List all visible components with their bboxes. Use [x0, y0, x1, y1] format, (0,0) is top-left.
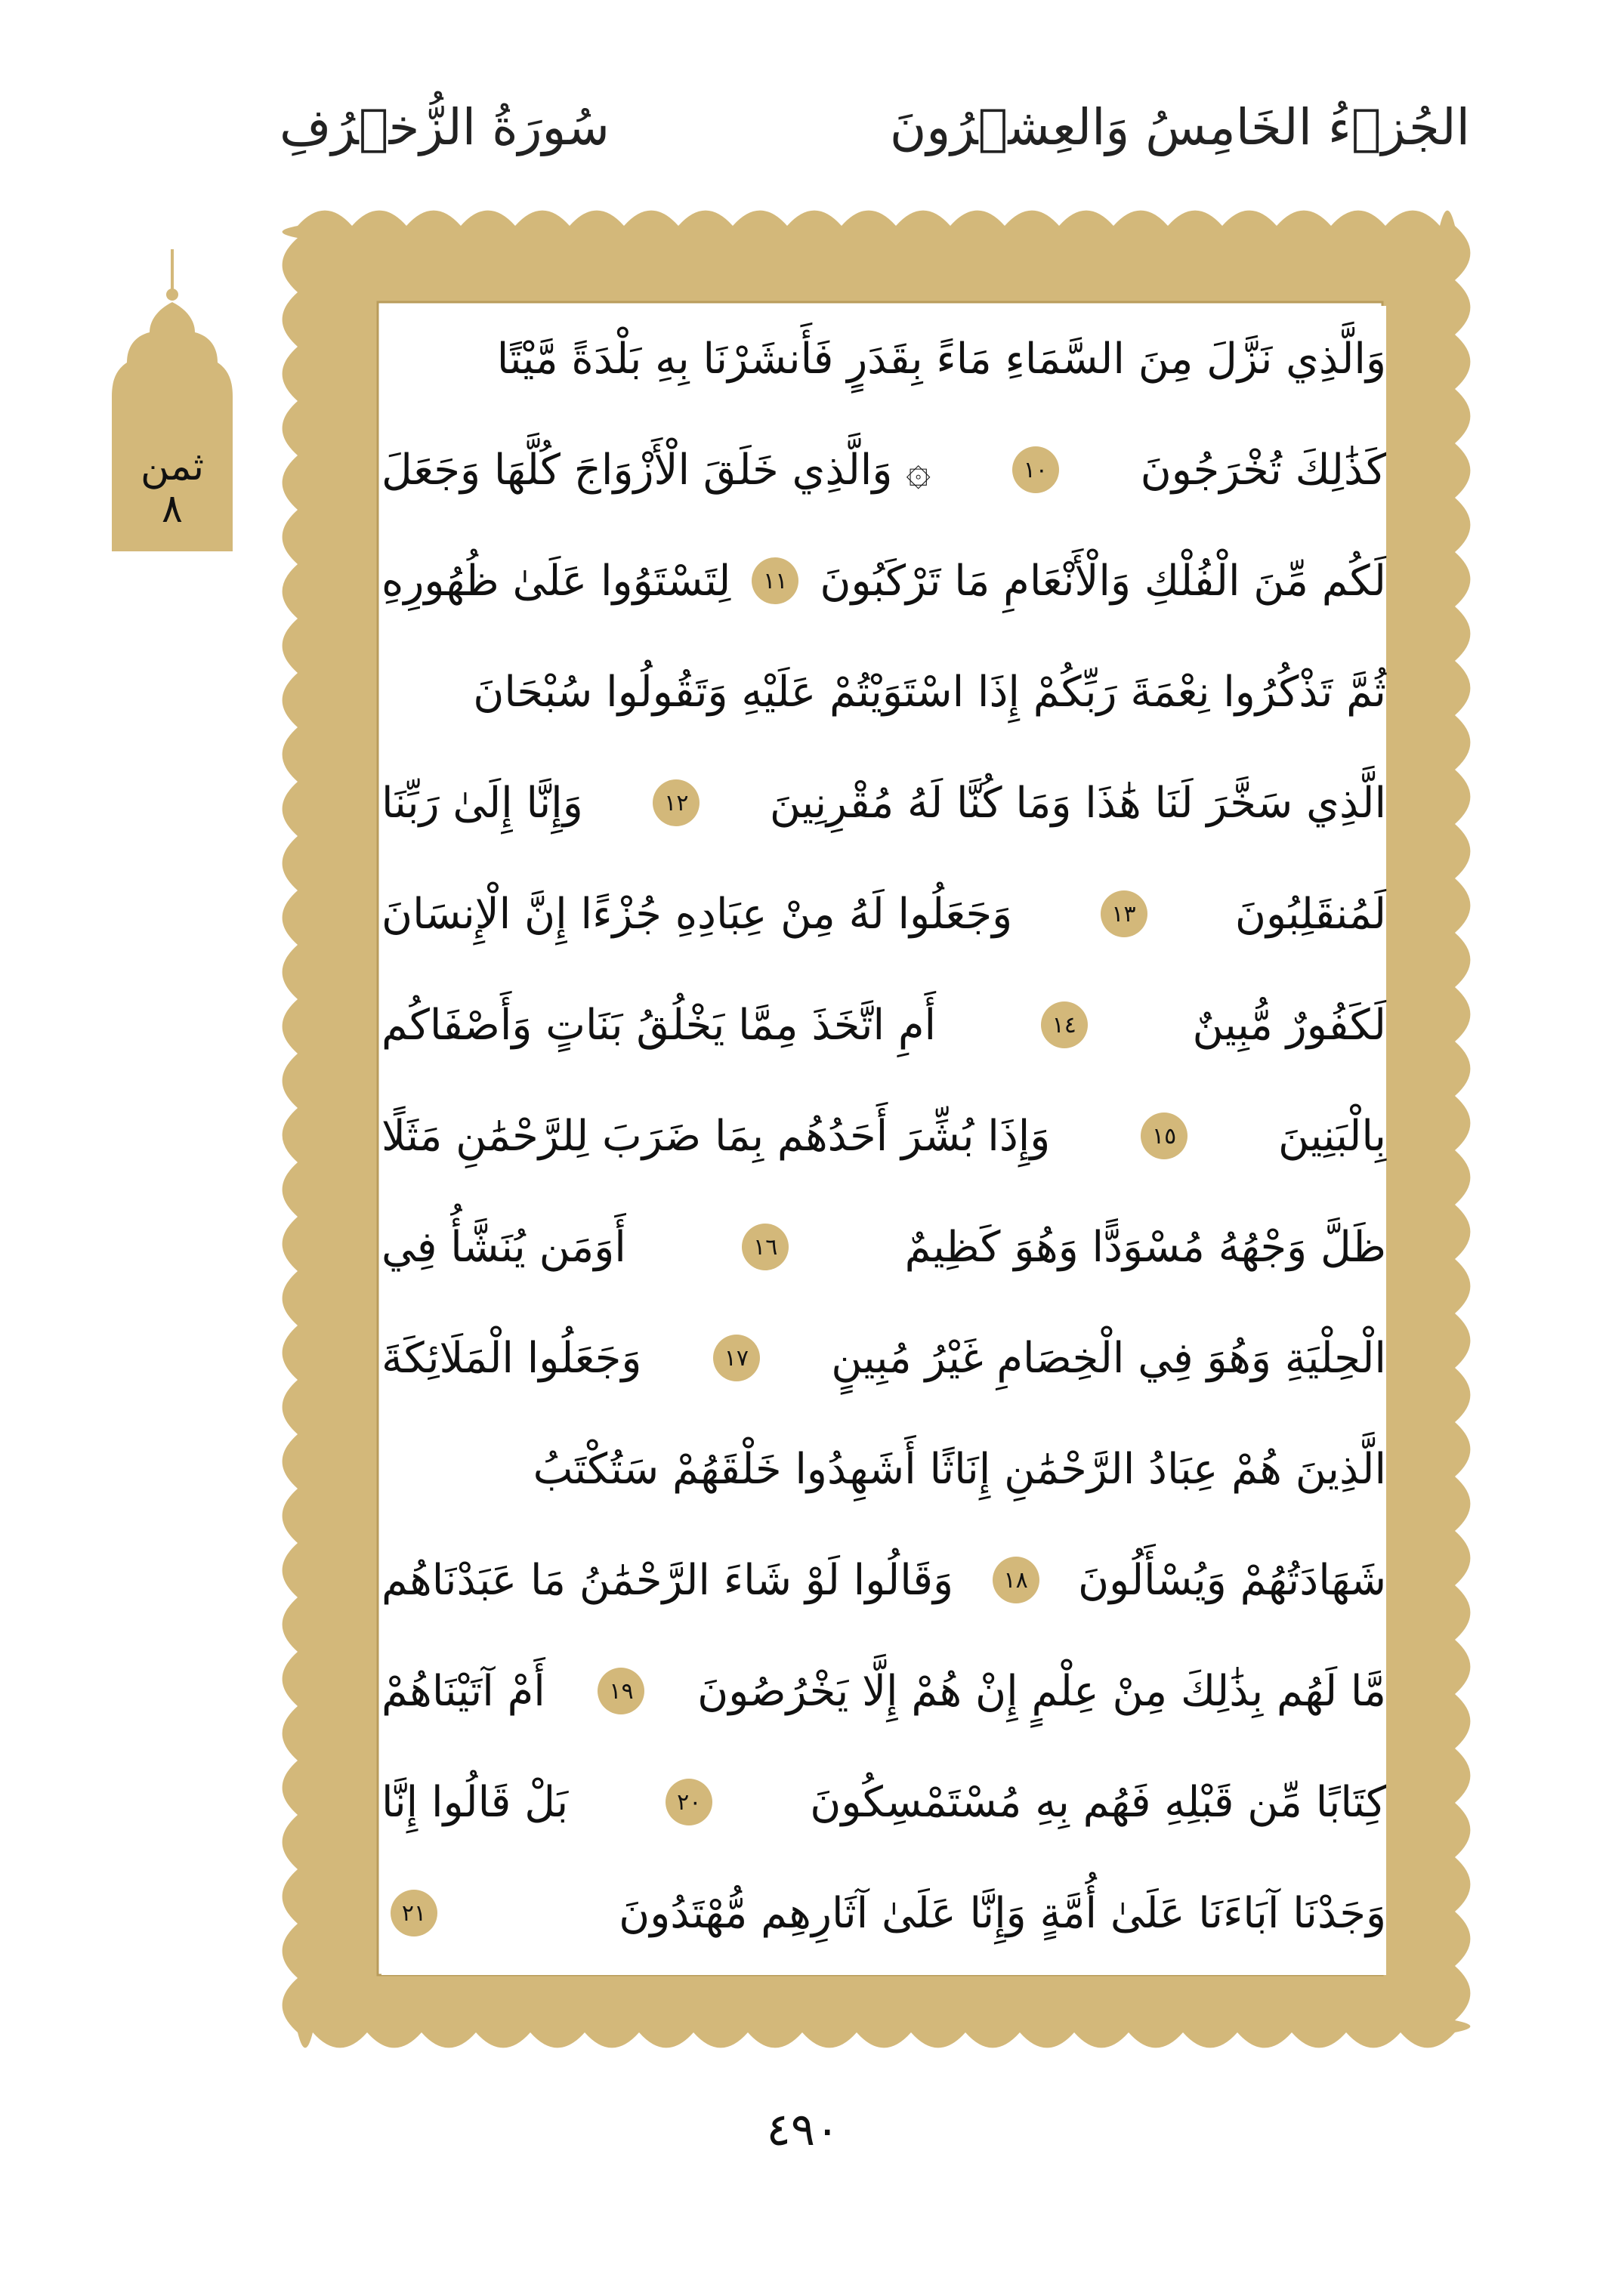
verse-text: لَمُنقَلِبُونَ [1234, 889, 1386, 939]
verse-number-marker: ١٧ [713, 1335, 760, 1381]
verse-number-marker: ١٦ [742, 1224, 789, 1270]
verse-number-marker: ١٣ [1101, 890, 1147, 937]
verse-number-marker: ١٩ [598, 1668, 644, 1714]
verse-number-marker: ١٨ [993, 1557, 1039, 1603]
line-content [381, 1001, 1386, 1050]
text-line [381, 1638, 1386, 1744]
text-line [381, 417, 1386, 523]
verse-text: أَمِ اتَّخَذَ مِمَّا يَخْلُقُ بَنَاتٍ وَأَصْفَاكُم [381, 1000, 937, 1050]
text-line [381, 1194, 1386, 1300]
text-line [381, 1527, 1386, 1633]
verse-text: الْحِلْيَةِ وَهُوَ فِي الْخِصَامِ غَيْرُ مُبِينٍ [831, 1333, 1386, 1383]
line-content [381, 1112, 1386, 1161]
verse-text: كَذَٰلِكَ تُخْرَجُونَ [1140, 445, 1386, 495]
text-line [381, 528, 1386, 634]
verse-number-marker: ١٥ [1141, 1113, 1188, 1159]
verse-text: وَجَعَلُوا لَهُ مِنْ عِبَادِهِ جُزْءًا إِنَّ الْإِنسَانَ [381, 889, 1013, 939]
verse-text: أَوَمَن يُنَشَّأُ فِي [381, 1222, 626, 1272]
verse-text: ۞ وَالَّذِي خَلَقَ الْأَزْوَاجَ كُلَّهَا وَجَعَلَ [381, 445, 931, 495]
line-content [381, 446, 1386, 495]
verse-text: الَّذِي سَخَّرَ لَنَا هَٰذَا وَمَا كُنَّا لَهُ مُقْرِنِينَ [769, 778, 1386, 828]
verse-text: لَكَفُورٌ مُّبِينٌ [1192, 1000, 1386, 1050]
verse-text: الَّذِينَ هُمْ عِبَادُ الرَّحْمَٰنِ إِنَاثًا أَشَهِدُوا خَلْقَهُمْ سَتُكْتَبُ [533, 1444, 1386, 1494]
verse-text: شَهَادَتُهُمْ وَيُسْأَلُونَ [1078, 1555, 1386, 1605]
page-number: ٤٩٠ [766, 2103, 840, 2156]
verse-number-marker: ١١ [752, 557, 798, 604]
verse-text: وَقَالُوا لَوْ شَاءَ الرَّحْمَٰنُ مَا عَبَدْنَاهُم [381, 1555, 954, 1605]
verse-number-marker: ١٢ [653, 779, 700, 826]
verse-number-marker: ٢٠ [666, 1779, 712, 1825]
thumn-number: ٨ [162, 486, 183, 532]
verse-text: ثُمَّ تَذْكُرُوا نِعْمَةَ رَبِّكُمْ إِذَا اسْتَوَيْتُمْ عَلَيْهِ وَتَقُولُوا سُبْحَانَ [473, 667, 1386, 717]
surah-title: سُورَةُ الزُّخۡرُفِ [280, 98, 610, 156]
line-content [381, 890, 1386, 939]
text-line [381, 306, 1386, 412]
thumn-label [104, 446, 240, 530]
text-line [381, 1083, 1386, 1189]
verse-text: ظَلَّ وَجْهُهُ مُسْوَدًّا وَهُوَ كَظِيمٌ [904, 1222, 1386, 1272]
verse-number-marker: ١٠ [1012, 446, 1059, 493]
text-line [381, 1749, 1386, 1855]
verse-text: مَّا لَهُم بِذَٰلِكَ مِنْ عِلْمٍ إِنْ هُمْ إِلَّا يَخْرُصُونَ [697, 1666, 1386, 1716]
line-content [381, 1334, 1386, 1383]
line-content [381, 779, 1386, 828]
text-line [381, 1416, 1386, 1522]
verse-number-marker: ٢١ [391, 1890, 437, 1936]
verse-text: وَالَّذِي نَزَّلَ مِنَ السَّمَاءِ مَاءً بِقَدَرٍ فَأَنشَرْنَا بِهِ بَلْدَةً مَّيْتًا [496, 334, 1386, 384]
quran-text-area [381, 306, 1386, 1975]
verse-text: بَلْ قَالُوا إِنَّا [381, 1777, 569, 1827]
thumn-word: ثمن [140, 444, 205, 489]
verse-text: لَكُم مِّنَ الْفُلْكِ وَالْأَنْعَامِ مَا تَرْكَبُونَ [820, 556, 1386, 606]
line-content [381, 1778, 1386, 1827]
verse-text: وَإِذَا بُشِّرَ أَحَدُهُم بِمَا ضَرَبَ لِلرَّحْمَٰنِ مَثَلًا [381, 1111, 1051, 1161]
text-line [381, 972, 1386, 1078]
text-line [381, 1860, 1386, 1966]
verse-number-marker: ١٤ [1041, 1001, 1088, 1048]
verse-text: أَمْ آتَيْنَاهُمْ [381, 1666, 545, 1716]
verse-text: وَجَدْنَا آبَاءَنَا عَلَىٰ أُمَّةٍ وَإِنَّا عَلَىٰ آثَارِهِم مُّهْتَدُونَ [619, 1888, 1386, 1938]
line-content [381, 1445, 1386, 1494]
line-content [381, 1889, 1386, 1938]
verse-text: لِتَسْتَوُوا عَلَىٰ ظُهُورِهِ [381, 556, 731, 606]
line-content [381, 668, 1386, 717]
verse-text: وَجَعَلُوا الْمَلَائِكَةَ [381, 1333, 642, 1383]
line-content [381, 1223, 1386, 1272]
juz-title: الجُزۡءُ الخَامِسُ وَالعِشۡرُونَ [889, 98, 1470, 156]
line-content [381, 1667, 1386, 1716]
verse-text: وَإِنَّا إِلَىٰ رَبِّنَا [381, 778, 583, 828]
verse-text: كِتَابًا مِّن قَبْلِهِ فَهُم بِهِ مُسْتَمْسِكُونَ [810, 1777, 1386, 1827]
line-content [381, 335, 1386, 384]
text-line [381, 639, 1386, 745]
text-line [381, 1305, 1386, 1411]
verse-text: بِالْبَنِينَ [1277, 1111, 1386, 1161]
text-line [381, 861, 1386, 967]
line-content [381, 557, 1386, 606]
line-content [381, 1556, 1386, 1605]
text-line [381, 750, 1386, 856]
